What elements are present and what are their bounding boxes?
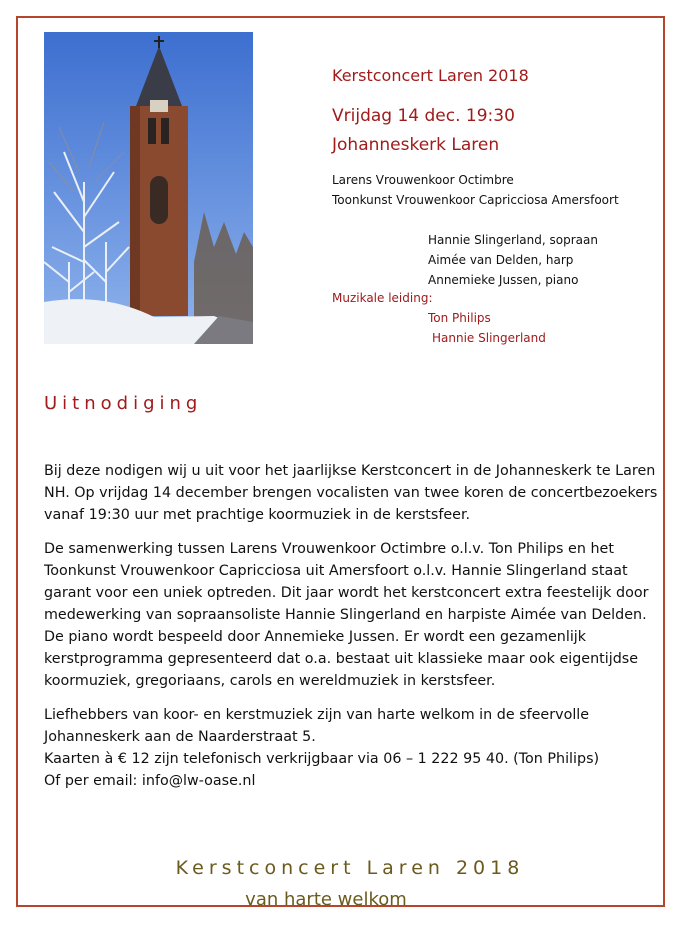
- paragraph: Bij deze nodigen wij u uit voor het jaarlijkse Kerstconcert in de Johanneskerk te Laren NH. Op vrijdag 14 december brengen vocalisten van twee koren de concertbezoekers vanaf 19:30 uur met prachtige koormuziek in de kerstsfeer.: [44, 463, 658, 523]
- paragraph: De samenwerking tussen Larens Vrouwenkoor Octimbre o.l.v. Ton Philips en het Toonkunst Vrouwenkoor Capricciosa uit Amersfoort o.l.v. Hannie Slingerland staat garant voor een uniek optreden. Dit jaar wordt het kerstconcert extra feestelijk door medewerking van sopraansoliste Hannie Slingerland en harpiste Aimée van Delden. De piano wordt bespeeld door Annemieke Jussen. Er wordt een gezamenlijk kerstprogramma gepresenteerd dat o.a. bestaat uit klassieke maar ook eigentijdse koormuziek, gregoriaans, carols en wereldmuziek in kerstsfeer.: [44, 541, 649, 689]
- choirs-list: [332, 170, 619, 210]
- performer-item: Aimée van Delden, harp: [428, 253, 574, 267]
- conductor-item: Ton Philips: [428, 311, 491, 325]
- church-photo: [44, 32, 253, 344]
- closing-line: Kaarten à € 12 zijn telefonisch verkrijgbaar via 06 – 1 222 95 40. (Ton Philips): [44, 751, 600, 767]
- invitation-heading: Uitnodiging: [44, 393, 203, 414]
- concert-title: Kerstconcert Laren 2018: [332, 66, 529, 85]
- musical-direction-label: Muzikale leiding:: [332, 291, 433, 305]
- performer-item: Annemieke Jussen, piano: [428, 273, 579, 287]
- concert-venue: Johanneskerk Laren: [332, 135, 500, 155]
- footer-title: Kerstconcert Laren 2018: [175, 857, 525, 879]
- performer-item: Hannie Slingerland, sopraan: [428, 233, 598, 247]
- closing-line-email: Of per email: info@lw-oase.nl: [44, 773, 256, 789]
- footer-subtitle: van harte welkom: [245, 889, 407, 910]
- performers-list: [428, 230, 598, 290]
- invitation-body: [44, 460, 669, 792]
- choir-item: Toonkunst Vrouwenkoor Capricciosa Amersfoort: [332, 193, 619, 207]
- conductor-item: Hannie Slingerland: [432, 331, 546, 345]
- closing-line: Liefhebbers van koor- en kerstmuziek zijn van harte welkom in de sfeervolle: [44, 707, 590, 723]
- conductors-list: [428, 308, 546, 348]
- choir-item: Larens Vrouwenkoor Octimbre: [332, 173, 514, 187]
- closing-line: Johanneskerk aan de Naarderstraat 5.: [44, 729, 316, 745]
- closing-block: [44, 704, 669, 792]
- concert-date: Vrijdag 14 dec. 19:30: [332, 106, 515, 126]
